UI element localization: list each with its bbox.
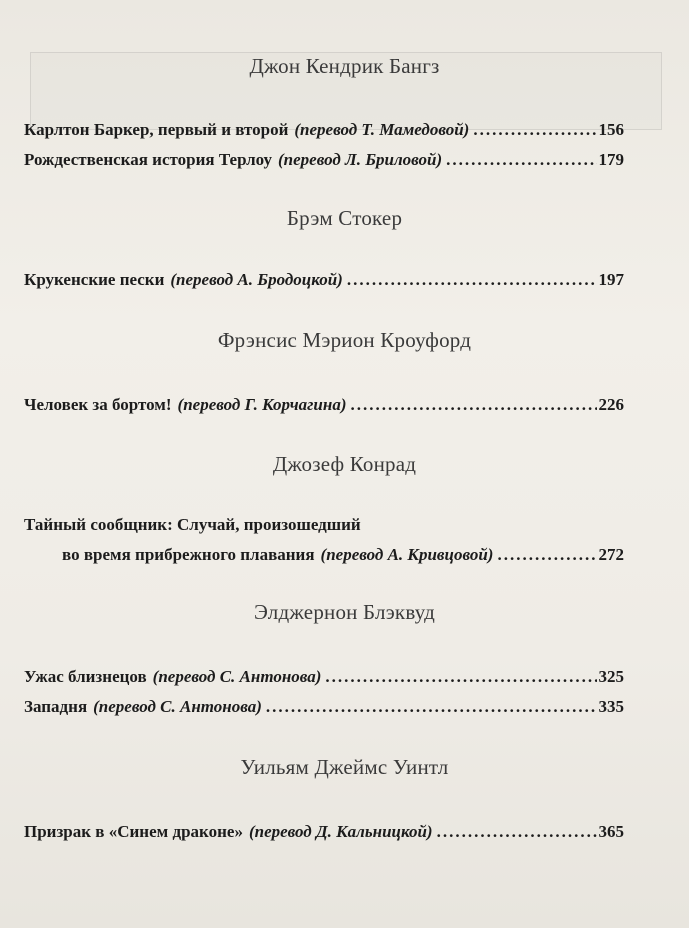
page-number: 226 — [598, 395, 624, 414]
dot-leader — [437, 822, 597, 842]
toc-entry[interactable] — [24, 395, 624, 415]
translator-credit: (перевод С. Антонова) — [93, 697, 262, 716]
story-title: Рождественская история Терлоу — [24, 150, 272, 169]
dot-leader — [446, 150, 596, 170]
page-number: 179 — [598, 150, 624, 169]
dot-leader — [347, 270, 597, 290]
translator-credit: (перевод А. Кривцовой) — [320, 545, 494, 564]
story-title: Ужас близнецов — [24, 667, 147, 686]
toc-entry[interactable] — [24, 822, 624, 842]
translator-credit: (перевод Г. Корчагина) — [177, 395, 347, 414]
author-heading: Джозеф Конрад — [272, 452, 417, 476]
toc-entry[interactable] — [24, 150, 624, 170]
translator-credit: (перевод Л. Бриловой) — [278, 150, 443, 169]
author-heading: Брэм Стокер — [286, 206, 403, 230]
dot-leader — [473, 120, 596, 140]
dot-leader — [266, 697, 597, 717]
story-title-line-2: во время прибрежного плавания — [62, 545, 315, 564]
story-title: Западня — [24, 697, 88, 716]
toc-entry[interactable] — [24, 697, 624, 717]
toc-entry[interactable] — [24, 270, 624, 290]
toc-entry[interactable] — [24, 120, 624, 140]
toc-entry[interactable] — [24, 667, 624, 687]
story-title-line-1[interactable]: Тайный сообщник: Случай, произошедший — [24, 515, 361, 534]
author-heading: Джон Кендрик Бангз — [249, 54, 440, 78]
dot-leader — [350, 395, 596, 415]
story-title: Крукенские пески — [24, 270, 165, 289]
dot-leader — [497, 545, 596, 565]
toc-entry[interactable] — [62, 545, 624, 565]
page-number: 365 — [598, 822, 624, 841]
page-number: 197 — [598, 270, 624, 289]
dot-leader — [325, 667, 596, 687]
author-heading: Фрэнсис Мэрион Кроуфорд — [217, 328, 472, 352]
page-number: 335 — [598, 697, 624, 716]
translator-credit: (перевод С. Антонова) — [152, 667, 322, 686]
author-heading: Элджернон Блэквуд — [254, 600, 435, 624]
translator-credit: (перевод Д. Кальницкой) — [248, 822, 433, 841]
page-number: 156 — [598, 120, 624, 139]
translator-credit: (перевод Т. Мамедовой) — [294, 120, 470, 139]
story-title: Призрак в «Синем драконе» — [24, 822, 243, 841]
translator-credit: (перевод А. Бродоцкой) — [170, 270, 343, 289]
author-heading: Уильям Джеймс Уинтл — [240, 755, 449, 779]
page-number: 272 — [598, 545, 624, 564]
page-number: 325 — [598, 667, 624, 686]
story-title: Карлтон Баркер, первый и второй — [24, 120, 289, 139]
story-title: Человек за бортом! — [24, 395, 172, 414]
